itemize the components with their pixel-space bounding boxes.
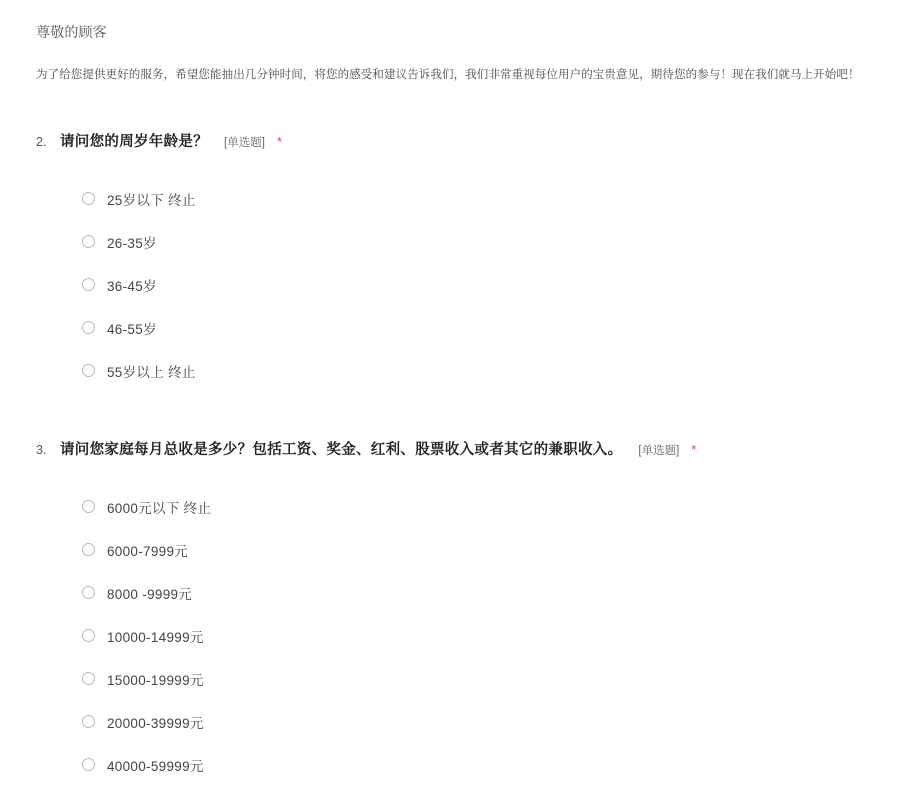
radio-button-icon[interactable]	[82, 586, 95, 599]
option-label: 25岁以下 终止	[107, 192, 196, 208]
option-label: 10000-14999元	[107, 629, 204, 645]
option-label: 36-45岁	[107, 278, 157, 294]
question-type-label: [单选题]	[224, 137, 265, 150]
question-header	[36, 438, 876, 459]
radio-button-icon[interactable]	[82, 758, 95, 771]
option-list	[82, 177, 876, 392]
list-item[interactable]	[82, 220, 876, 263]
list-item[interactable]	[82, 614, 876, 657]
list-item[interactable]	[82, 349, 876, 392]
radio-button-icon[interactable]	[82, 278, 95, 291]
option-label: 6000元以下 终止	[107, 500, 212, 516]
option-label: 26-35岁	[107, 235, 157, 251]
required-asterisk: *	[276, 134, 282, 150]
required-asterisk: *	[691, 442, 697, 458]
list-item[interactable]	[82, 528, 876, 571]
list-item[interactable]	[82, 177, 876, 220]
radio-button-icon[interactable]	[82, 672, 95, 685]
question-block-2	[24, 130, 876, 392]
option-label: 20000-39999元	[107, 715, 204, 731]
option-label: 55岁以上 终止	[107, 364, 196, 380]
list-item[interactable]	[82, 306, 876, 349]
list-item[interactable]	[82, 700, 876, 743]
radio-button-icon[interactable]	[82, 715, 95, 728]
radio-button-icon[interactable]	[82, 235, 95, 248]
question-type-label: [单选题]	[638, 445, 680, 458]
option-label: 40000-59999元	[107, 758, 204, 774]
radio-button-icon[interactable]	[82, 321, 95, 334]
list-item[interactable]	[82, 657, 876, 700]
option-label: 6000-7999元	[107, 543, 189, 559]
radio-button-icon[interactable]	[82, 629, 95, 642]
question-block-3	[24, 438, 876, 786]
list-item[interactable]	[82, 263, 876, 306]
list-item[interactable]	[82, 485, 876, 528]
greeting-text: 尊敬的顾客	[36, 24, 107, 40]
radio-button-icon[interactable]	[82, 543, 95, 556]
question-number: 2.	[36, 135, 47, 150]
question-title: 请问您家庭每月总收是多少？包括工资、奖金、红利、股票收入或者其它的兼职收入。	[60, 442, 623, 459]
radio-button-icon[interactable]	[82, 364, 95, 377]
radio-button-icon[interactable]	[82, 192, 95, 205]
question-title: 请问您的周岁年龄是？	[60, 134, 208, 151]
list-item[interactable]	[82, 571, 876, 614]
option-list	[82, 485, 876, 786]
radio-button-icon[interactable]	[82, 500, 95, 513]
option-label: 46-55岁	[107, 321, 157, 337]
intro-paragraph: 为了给您提供更好的服务，希望您能抽出几分钟时间，将您的感受和建议告诉我们，我们非常重视每位用户的宝贵意见，期待您的参与！现在我们就马上开始吧！	[36, 69, 860, 81]
option-label: 8000 -9999元	[107, 586, 193, 602]
list-item[interactable]	[82, 743, 876, 786]
option-label: 15000-19999元	[107, 672, 204, 688]
question-number: 3.	[36, 443, 47, 458]
question-header	[36, 130, 876, 151]
